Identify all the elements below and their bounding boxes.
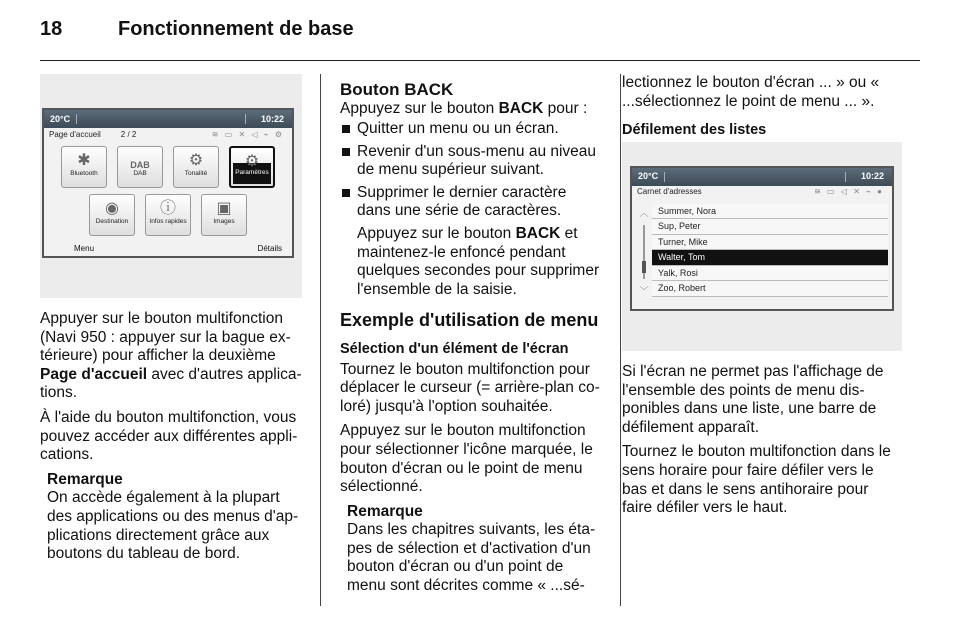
heading-select-item: Sélection d'un élément de l'écran [340, 340, 569, 357]
screen-title: Carnet d'adresses [637, 187, 702, 197]
scrollbar-thumb[interactable] [642, 261, 646, 273]
radio-icon: DAB [130, 160, 150, 170]
column-divider-1 [320, 74, 321, 606]
remark-box [40, 471, 302, 564]
back-intro: Appuyez sur le bouton BACK pour : [340, 100, 588, 117]
home-screen-illustration [40, 74, 302, 298]
home-screen [42, 108, 294, 258]
column-2 [340, 74, 604, 596]
page-number: 18 [40, 18, 63, 40]
remark-text: Dans les chapitres suivants, les éta-pes de sélection et d'activation d'un bouton d'écran ou d'un point de menu sont décrites comme « ...sé- [347, 521, 596, 595]
list-item-selected[interactable]: Walter, Tom [652, 250, 888, 266]
status-icons: ≋ ▭ ◁ ✕ ⌁ ● [814, 187, 884, 197]
tile-images[interactable]: ▣ Images [201, 194, 247, 236]
page-title: Fonctionnement de base [118, 18, 354, 40]
column-3 [622, 74, 902, 524]
paragraph-press-knob: Appuyez sur le bouton multifonction pour sélectionner l'icône marquée, le bouton d'écran ou le point de menu sélectionné. [340, 422, 593, 496]
scroll-down-icon[interactable]: ﹀ [639, 286, 649, 297]
list-item[interactable]: Zoo, Robert [652, 281, 888, 297]
list-item[interactable]: Yalk, Rosi [652, 266, 888, 282]
address-book-screen [630, 166, 894, 311]
clock: 10:22 [260, 113, 284, 124]
scroll-up-icon[interactable]: ︿ [639, 207, 649, 218]
screen-subheader [44, 128, 292, 142]
paragraph-scroll-direction: Tournez le bouton multifonction dans le sens horaire pour faire défiler vers le bas et dans le sens antihoraire pour faire défiler vers le haut. [622, 443, 891, 517]
address-book-illustration [622, 142, 902, 351]
heading-back-button: Bouton BACK [340, 80, 454, 99]
list-item: Supprimer le dernier caractère dans une série de caractères. [340, 184, 604, 221]
back-bullet-list [340, 120, 604, 221]
details-softkey[interactable]: Détails [257, 243, 282, 253]
list-item: Revenir d'un sous-menu au niveau de menu supérieur suivant. [340, 143, 604, 180]
list-item[interactable]: Turner, Mike [652, 235, 888, 251]
page-header [40, 18, 920, 52]
info-icon: ⓘ [159, 200, 177, 217]
heading-menu-example: Exemple d'utilisation de menu [340, 310, 599, 331]
tile-infos-rapides[interactable]: ⓘ Infos rapides [145, 194, 191, 236]
settings-sliders-icon: ⚙ [188, 152, 204, 169]
column-divider-2 [620, 74, 621, 606]
status-icons: ≋ ▭ ✕ ◁ ⌁ ⚙ [211, 129, 284, 139]
paragraph-hold-back: Appuyez sur le bouton BACK et maintenez-le enfoncé pendant quelques secondes pour supprimer l'ensemble de la saisie. [357, 224, 600, 298]
gear-icon: ⚙ [244, 153, 260, 170]
list-item[interactable]: Sup, Peter [652, 219, 888, 235]
screen-title: Page d'accueil [49, 129, 101, 139]
paragraph-home-page: Appuyer sur le bouton multifonction (Navi 950 : appuyer sur la bague ex-térieure) pour afficher la deuxième Page d'accueil avec d'autres applica-tions. [40, 310, 302, 402]
remark-text: On accède également à la plupart des applications ou des menus d'ap-plications directement grâce aux boutons du tableau de bord. [47, 489, 299, 563]
scrollbar[interactable] [636, 204, 652, 301]
screen-subheader [632, 186, 892, 200]
contact-list [632, 200, 892, 309]
globe-icon: ◉ [105, 200, 119, 217]
screen-bottom-bar [44, 242, 292, 256]
paragraph-continued: lectionnez le bouton d'écran ... » ou « ...sélectionnez le point de menu ... ». [622, 74, 880, 110]
temperature: 20°C [50, 113, 71, 124]
list-item[interactable]: Summer, Nora [652, 204, 888, 220]
paragraph-turn-knob: Tournez le bouton multifonction pour déplacer le curseur (= arrière-plan co-loré) jusqu'à l'option souhaitée. [340, 360, 600, 415]
page-counter: 2 / 2 [120, 129, 137, 139]
tile-bluetooth[interactable]: ✱ Bluetooth [61, 146, 107, 188]
heading-list-scrolling: Défilement des listes [622, 122, 767, 139]
tile-dab[interactable]: DAB DAB [117, 146, 163, 188]
list-item: Quitter un menu ou un écran. [340, 120, 604, 139]
menu-softkey[interactable]: Menu [74, 243, 95, 253]
remark-title: Remarque [47, 470, 123, 488]
remark-title: Remarque [347, 502, 423, 520]
header-rule [40, 60, 920, 61]
tile-tonalite[interactable]: ⚙ Tonalité [173, 146, 219, 188]
tile-destination[interactable]: ◉ Destination [89, 194, 135, 236]
remark-box [340, 503, 604, 596]
clock: 10:22 [860, 171, 884, 182]
column-1 [40, 74, 302, 564]
picture-icon: ▣ [216, 200, 232, 217]
paragraph-apps: À l'aide du bouton multifonction, vous pouvez accéder aux différentes appli-cations. [40, 408, 298, 464]
bluetooth-icon: ✱ [77, 152, 91, 169]
paragraph-scrollbar: Si l'écran ne permet pas l'affichage de l'ensemble des points de menu dis-ponibles dans une liste, une barre de défilement apparaît. [622, 362, 884, 436]
tile-parametres[interactable]: ⚙ Paramètres [229, 146, 275, 188]
temperature: 20°C [638, 171, 659, 182]
